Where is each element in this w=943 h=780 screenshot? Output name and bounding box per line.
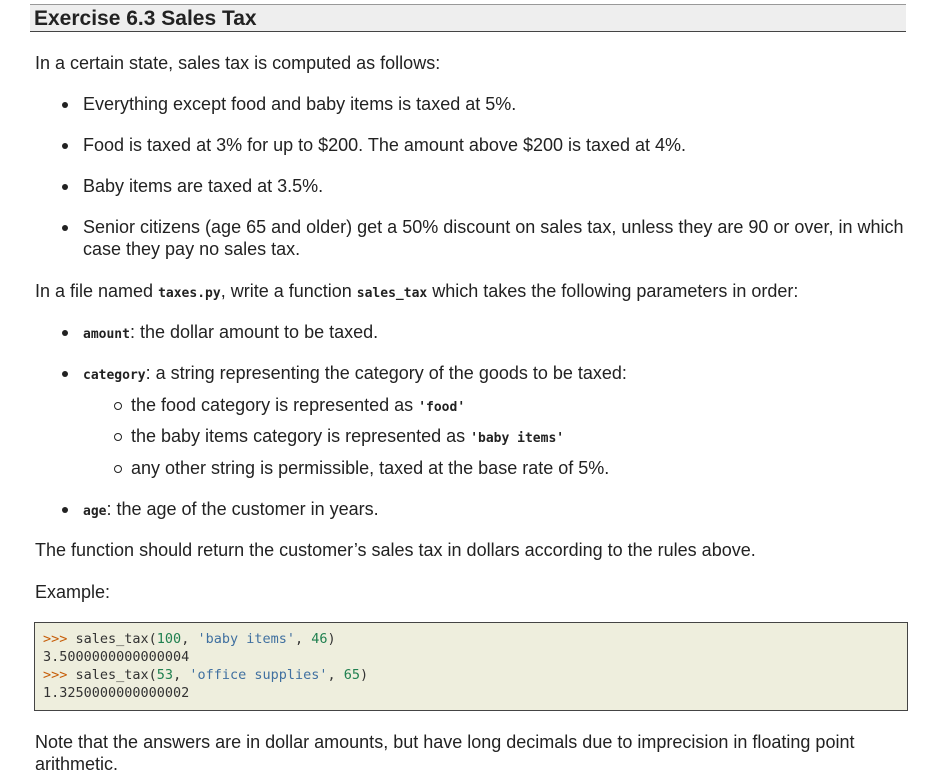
bullet-icon <box>62 102 68 108</box>
rule-text: Baby items are taxed at 3.5%. <box>83 176 324 196</box>
param-name: amount <box>83 327 130 342</box>
rule-item <box>83 216 913 260</box>
code-input-line <box>43 666 899 684</box>
code-sep: , <box>327 667 344 683</box>
sub-text: the food category is represented as <box>131 395 419 415</box>
code-close: ) <box>327 631 336 647</box>
prompt: >>> <box>43 667 68 683</box>
category-sub-item <box>131 425 564 450</box>
circle-bullet-icon <box>114 402 122 410</box>
bullet-icon <box>62 371 68 377</box>
task-post: which takes the following parameters in order: <box>427 281 799 301</box>
code-output-line: 1.3250000000000002 <box>43 685 190 701</box>
bullet-icon <box>62 143 68 149</box>
param-item-category <box>83 362 913 387</box>
task-mid: , write a function <box>220 281 357 301</box>
code-sep: , <box>173 667 190 683</box>
page-title: Exercise 6.3 Sales Tax <box>34 7 257 30</box>
circle-bullet-icon <box>114 433 122 441</box>
sub-text: any other string is permissible, taxed at the base rate of 5%. <box>131 458 610 478</box>
bullet-icon <box>62 330 68 336</box>
note-text: Note that the answers are in dollar amounts, but have long decimals due to imprecision in floating point arithmetic. <box>35 732 855 774</box>
rule-item <box>83 93 913 115</box>
rule-item <box>83 175 913 197</box>
param-name: age <box>83 504 107 519</box>
returns-text: The function should return the customer’s sales tax in dollars according to the rules above. <box>35 540 756 560</box>
code-arg: 46 <box>311 631 328 647</box>
code-arg: 53 <box>156 667 174 683</box>
code-sep: , <box>295 631 312 647</box>
code-arg: 'baby items' <box>197 631 295 647</box>
param-item-amount <box>83 321 913 346</box>
example-label: Example: <box>35 582 111 602</box>
param-item-age <box>83 498 913 523</box>
example-code-block[interactable] <box>34 622 908 711</box>
rule-item <box>83 134 913 156</box>
code-arg: 65 <box>343 667 361 683</box>
sub-text: the baby items category is represented as <box>131 426 471 446</box>
code-input-line <box>43 630 899 648</box>
param-name: category <box>83 368 146 383</box>
code-arg: 'office supplies' <box>189 667 328 683</box>
filename-code: taxes.py <box>158 286 221 301</box>
code-fn: sales_tax( <box>67 631 157 647</box>
sub-code: 'baby items' <box>470 431 565 446</box>
param-desc: : the dollar amount to be taxed. <box>129 322 379 342</box>
function-code: sales_tax <box>356 286 428 301</box>
rule-text: Food is taxed at 3% for up to $200. The amount above $200 is taxed at 4%. <box>83 135 687 155</box>
task-pre: In a file named <box>35 281 159 301</box>
code-sep: , <box>181 631 198 647</box>
code-fn: sales_tax( <box>67 667 157 683</box>
task-text <box>35 280 798 305</box>
code-close: ) <box>360 667 369 683</box>
rule-text: Senior citizens (age 65 and older) get a 50% discount on sales tax, unless they are 90 or over, in which case they pay no sales tax. <box>83 217 904 259</box>
bullet-icon <box>62 225 68 231</box>
category-sub-item <box>131 394 465 419</box>
param-desc: : a string representing the category of the goods to be taxed: <box>145 363 627 383</box>
param-desc: : the age of the customer in years. <box>106 499 379 519</box>
bullet-icon <box>62 184 68 190</box>
prompt: >>> <box>43 631 68 647</box>
title-bar <box>30 4 906 32</box>
code-output-line: 3.5000000000000004 <box>43 649 190 665</box>
rule-text: Everything except food and baby items is taxed at 5%. <box>83 94 517 114</box>
code-arg: 100 <box>156 631 182 647</box>
sub-code: 'food' <box>418 400 466 415</box>
bullet-icon <box>62 507 68 513</box>
category-sub-item <box>131 457 609 479</box>
circle-bullet-icon <box>114 465 122 473</box>
intro-text: In a certain state, sales tax is computed as follows: <box>35 53 441 73</box>
